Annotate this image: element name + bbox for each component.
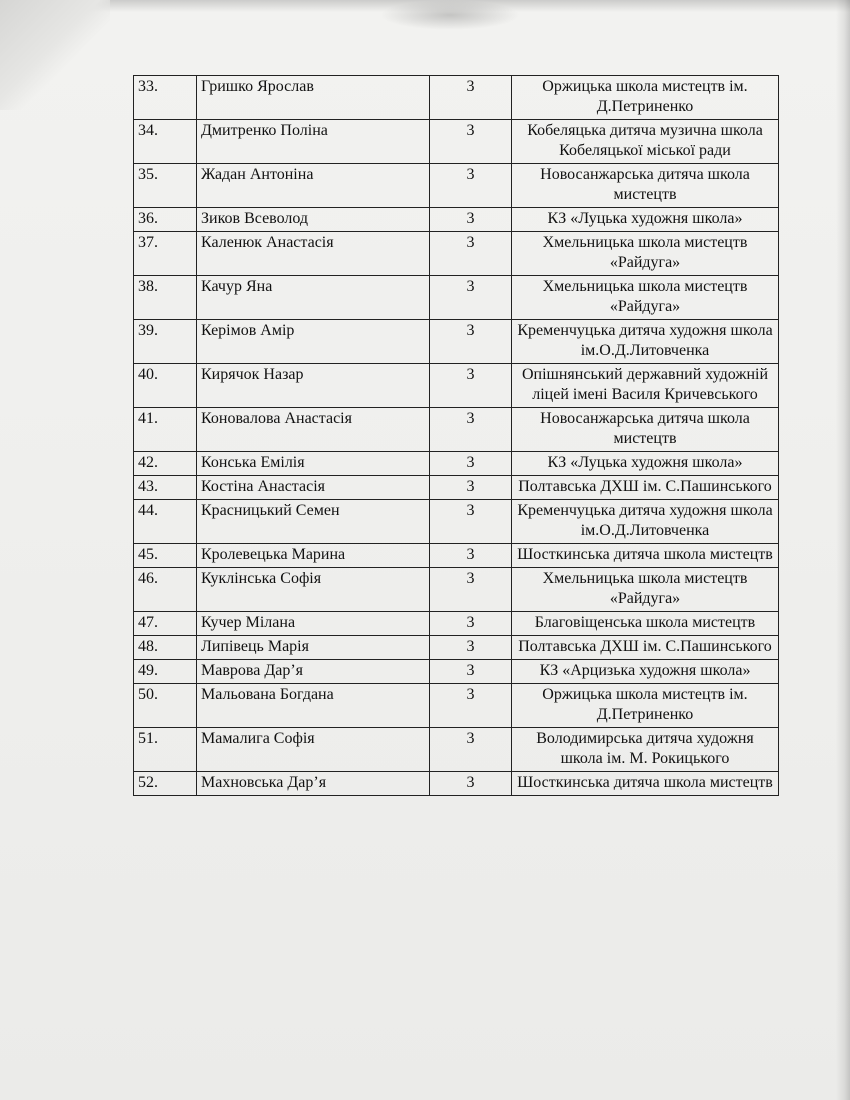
student-name: Коновалова Анастасія <box>197 408 430 452</box>
row-number: 46. <box>134 568 197 612</box>
student-name: Конська Емілія <box>197 452 430 476</box>
table-row <box>134 476 779 500</box>
school-name: Хмельницька школа мистецтв «Райдуга» <box>512 276 779 320</box>
class-year: 3 <box>430 612 512 636</box>
row-number: 49. <box>134 660 197 684</box>
student-name: Липівець Марія <box>197 636 430 660</box>
row-number: 47. <box>134 612 197 636</box>
table-row <box>134 568 779 612</box>
table-row <box>134 500 779 544</box>
student-name: Красницький Семен <box>197 500 430 544</box>
school-name: Оржицька школа мистецтв ім. Д.Петриненко <box>512 684 779 728</box>
scan-smudge <box>380 0 520 30</box>
school-name: Полтавська ДХШ ім. С.Пашинського <box>512 636 779 660</box>
school-name: Кобеляцька дитяча музична школа Кобеляцької міської ради <box>512 120 779 164</box>
row-number: 34. <box>134 120 197 164</box>
table-row <box>134 76 779 120</box>
table-row <box>134 772 779 796</box>
row-number: 52. <box>134 772 197 796</box>
table-row <box>134 408 779 452</box>
student-name: Зиков Всеволод <box>197 208 430 232</box>
student-name: Махновська Дар’я <box>197 772 430 796</box>
table-row <box>134 364 779 408</box>
row-number: 45. <box>134 544 197 568</box>
school-name: Хмельницька школа мистецтв «Райдуга» <box>512 232 779 276</box>
school-name: КЗ «Луцька художня школа» <box>512 452 779 476</box>
class-year: 3 <box>430 544 512 568</box>
table-row <box>134 728 779 772</box>
student-name: Жадан Антоніна <box>197 164 430 208</box>
row-number: 43. <box>134 476 197 500</box>
school-name: Новосанжарська дитяча школа мистецтв <box>512 408 779 452</box>
school-name: Шосткинська дитяча школа мистецтв <box>512 772 779 796</box>
class-year: 3 <box>430 76 512 120</box>
row-number: 39. <box>134 320 197 364</box>
school-name: Володимирська дитяча художня школа ім. М. Рокицького <box>512 728 779 772</box>
table-row <box>134 164 779 208</box>
table-row <box>134 452 779 476</box>
table-row <box>134 232 779 276</box>
row-number: 50. <box>134 684 197 728</box>
class-year: 3 <box>430 772 512 796</box>
class-year: 3 <box>430 120 512 164</box>
school-name: Полтавська ДХШ ім. С.Пашинського <box>512 476 779 500</box>
class-year: 3 <box>430 684 512 728</box>
class-year: 3 <box>430 568 512 612</box>
student-name: Кирячок Назар <box>197 364 430 408</box>
row-number: 38. <box>134 276 197 320</box>
class-year: 3 <box>430 660 512 684</box>
class-year: 3 <box>430 476 512 500</box>
participants-table-body <box>134 76 779 796</box>
student-name: Кролевецька Марина <box>197 544 430 568</box>
row-number: 35. <box>134 164 197 208</box>
school-name: Оржицька школа мистецтв ім. Д.Петриненко <box>512 76 779 120</box>
table-row <box>134 684 779 728</box>
school-name: Хмельницька школа мистецтв «Райдуга» <box>512 568 779 612</box>
row-number: 41. <box>134 408 197 452</box>
table-row <box>134 544 779 568</box>
table-row <box>134 660 779 684</box>
school-name: Шосткинська дитяча школа мистецтв <box>512 544 779 568</box>
table-row <box>134 208 779 232</box>
table-row <box>134 276 779 320</box>
student-name: Мальована Богдана <box>197 684 430 728</box>
student-name: Дмитренко Поліна <box>197 120 430 164</box>
student-name: Маврова Дар’я <box>197 660 430 684</box>
table-row <box>134 612 779 636</box>
school-name: Благовіщенська школа мистецтв <box>512 612 779 636</box>
student-name: Костіна Анастасія <box>197 476 430 500</box>
class-year: 3 <box>430 500 512 544</box>
class-year: 3 <box>430 164 512 208</box>
class-year: 3 <box>430 232 512 276</box>
school-name: КЗ «Луцька художня школа» <box>512 208 779 232</box>
class-year: 3 <box>430 320 512 364</box>
student-name: Керімов Амір <box>197 320 430 364</box>
participants-table <box>133 75 779 796</box>
row-number: 33. <box>134 76 197 120</box>
row-number: 48. <box>134 636 197 660</box>
scan-right-edge <box>836 0 850 1100</box>
student-name: Мамалига Софія <box>197 728 430 772</box>
student-name: Кучер Мілана <box>197 612 430 636</box>
folded-corner <box>0 0 110 110</box>
row-number: 44. <box>134 500 197 544</box>
table-row <box>134 636 779 660</box>
table-row <box>134 120 779 164</box>
school-name: Опішнянський державний художній ліцей імені Василя Кричевського <box>512 364 779 408</box>
row-number: 37. <box>134 232 197 276</box>
class-year: 3 <box>430 208 512 232</box>
row-number: 40. <box>134 364 197 408</box>
table-row <box>134 320 779 364</box>
class-year: 3 <box>430 452 512 476</box>
row-number: 36. <box>134 208 197 232</box>
school-name: Кременчуцька дитяча художня школа ім.О.Д.Литовченка <box>512 500 779 544</box>
student-name: Куклінська Софія <box>197 568 430 612</box>
class-year: 3 <box>430 728 512 772</box>
school-name: Новосанжарська дитяча школа мистецтв <box>512 164 779 208</box>
class-year: 3 <box>430 636 512 660</box>
student-name: Каленюк Анастасія <box>197 232 430 276</box>
student-name: Гришко Ярослав <box>197 76 430 120</box>
row-number: 51. <box>134 728 197 772</box>
class-year: 3 <box>430 276 512 320</box>
class-year: 3 <box>430 364 512 408</box>
class-year: 3 <box>430 408 512 452</box>
school-name: Кременчуцька дитяча художня школа ім.О.Д.Литовченка <box>512 320 779 364</box>
row-number: 42. <box>134 452 197 476</box>
student-name: Качур Яна <box>197 276 430 320</box>
school-name: КЗ «Арцизька художня школа» <box>512 660 779 684</box>
